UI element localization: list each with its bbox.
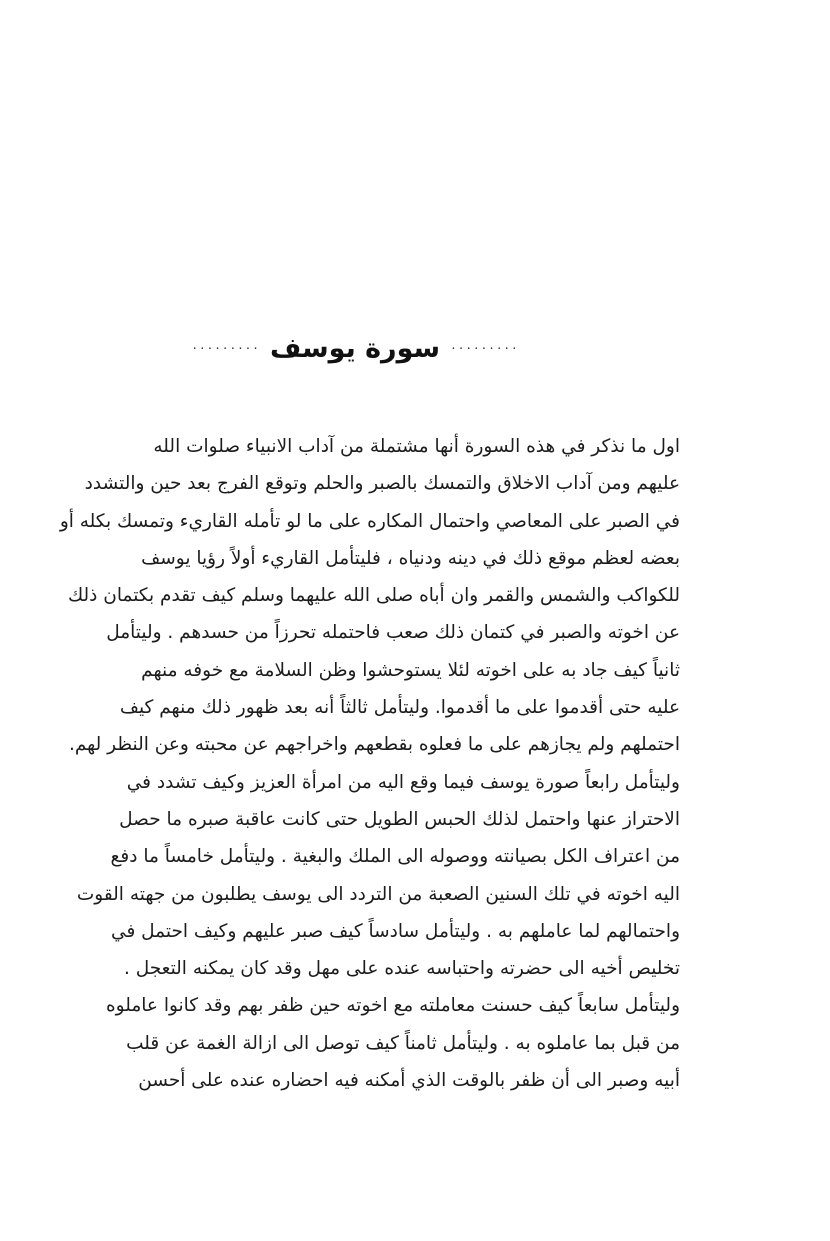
text-line: ثانياً كيف جاد به على اخوته لئلا يستوحشوا وظن السلامة مع خوفه منهم (141, 659, 680, 681)
text-line: واحتمالهم لما عاملهم به . وليتأمل سادساً كيف صبر عليهم وكيف احتمل في (111, 920, 680, 942)
text-line: وليتأمل رابعاً صورة يوسف فيما وقع اليه من امرأة العزيز وكيف تشدد في (126, 771, 680, 793)
text-line: تخليص أخيه الى حضرته واحتباسه عنده على مهل وقد كان يمكنه التعجل . (123, 958, 680, 980)
surah-title: سورة يوسف (269, 332, 441, 364)
text-line: من قبل بما عاملوه به . وليتأمل ثامناً كيف توصل الى ازالة الغمة عن قلب (126, 1032, 680, 1054)
text-line: عليهم ومن آداب الاخلاق والتمسك بالصبر والحلم وتوقع الفرج بعد حين والتشدد (84, 473, 680, 495)
text-line: عليه حتى أقدموا على ما أقدموا. وليتأمل ثالثاً أنه بعد ظهور ذلك منهم كيف (119, 697, 680, 719)
text-line: الاحتراز عنها واحتمل لذلك الحبس الطويل حتى كانت عاقبة صبره ما حصل (119, 808, 680, 830)
text-line: احتملهم ولم يجازهم على ما فعلوه بقطعهم واخراجهم عن محبته وعن النظر لهم. (68, 734, 680, 756)
text-line: اول ما نذكر في هذه السورة أنها مشتملة من آداب الانبياء صلوات الله (153, 436, 680, 457)
text-line: اليه اخوته في تلك السنين الصعبة من التردد الى يوسف يطلبون من جهته القوت (76, 883, 680, 905)
text-line: عن اخوته والصبر في كتمان ذلك صعب فاحتمله تحرزاً من حسدهم . وليتأمل (106, 622, 680, 644)
body-text (30, 428, 680, 1099)
text-line: بعضه لعظم موقع ذلك في دينه ودنياه ، فليتأمل القاريء أولاً رؤيا يوسف (141, 547, 680, 569)
text-line: أبيه وصبر الى أن ظفر بالوقت الذي أمكنه فيه احضاره عنده على أحسن (138, 1070, 680, 1092)
surah-header (191, 318, 519, 378)
text-line: للكواكب والشمس والقمر وان أباه صلى الله عليهما وسلم كيف تقدم بكتمان ذلك (67, 585, 680, 607)
ornament-dots: ········· (191, 341, 260, 355)
ornament-dots: ········· (450, 341, 519, 355)
text-line: من اعتراف الكل بصيانته ووصوله الى الملك والبغية . وليتأمل خامساً ما دفع (110, 846, 680, 868)
text-line: في الصبر على المعاصي واحتمال المكاره على ما لو تأمله القاريء وتمسك بكله أو (59, 510, 680, 532)
text-line: وليتأمل سابعاً كيف حسنت معاملته مع اخوته حين ظفر بهم وقد كانوا عاملوه (105, 995, 680, 1017)
